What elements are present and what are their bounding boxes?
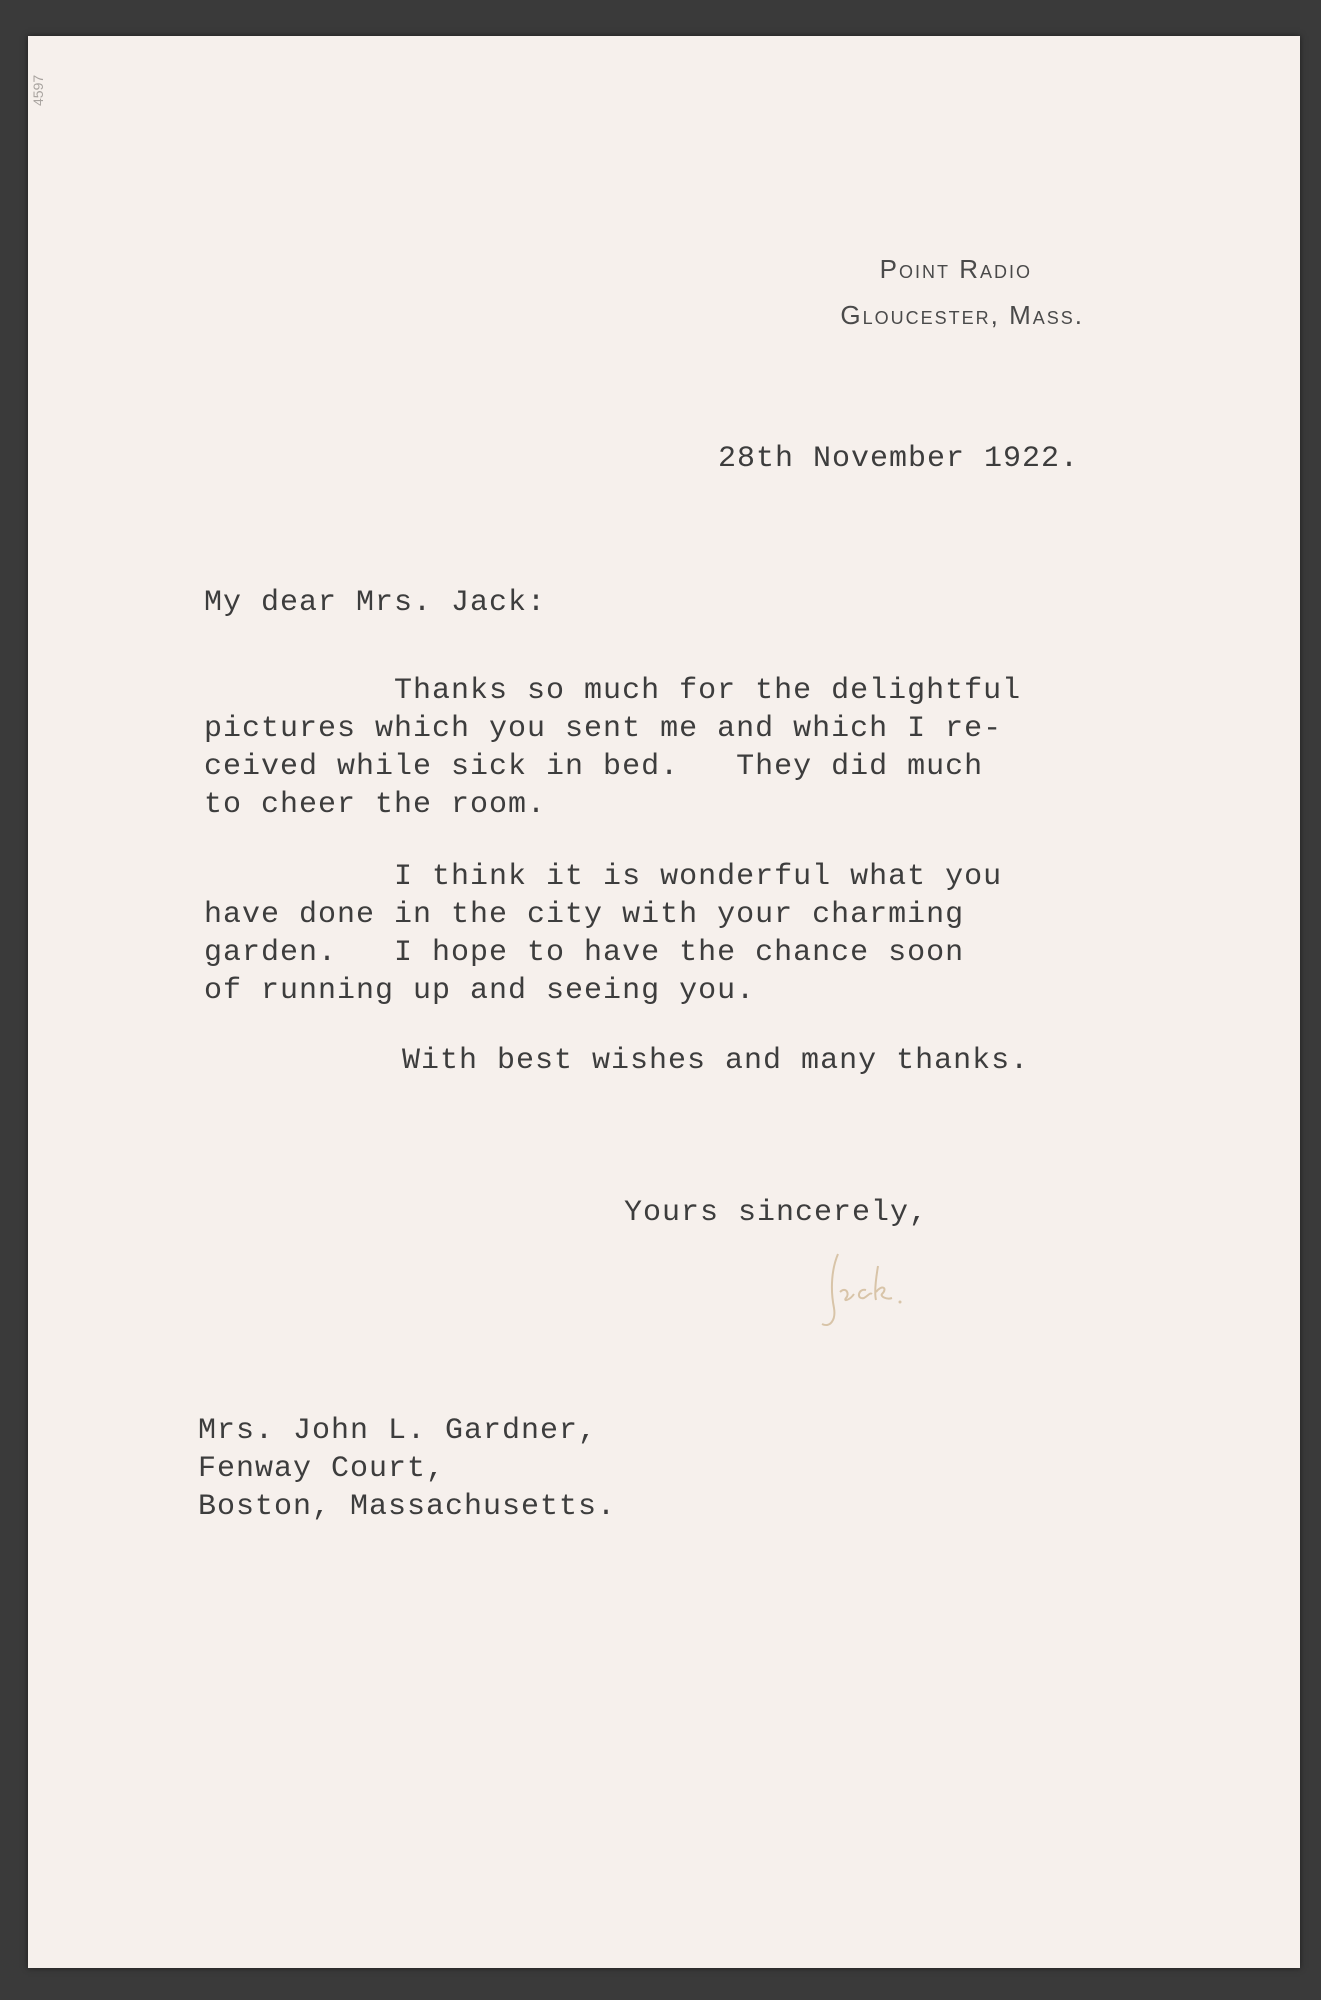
paragraph-line: pictures which you sent me and which I re- bbox=[204, 712, 1003, 746]
address-line: Boston, Massachusetts. bbox=[198, 1490, 617, 1524]
address-line: Fenway Court, bbox=[198, 1452, 446, 1486]
letter-page bbox=[28, 36, 1300, 1968]
address-line: Mrs. John L. Gardner, bbox=[198, 1414, 598, 1448]
paragraph-line: to cheer the room. bbox=[204, 788, 547, 822]
handwritten-signature bbox=[810, 1248, 930, 1338]
paragraph-line: have done in the city with your charming bbox=[204, 898, 965, 932]
signature-graphic bbox=[810, 1248, 930, 1338]
salutation: My dear Mrs. Jack: bbox=[204, 586, 547, 620]
paragraph-line: of running up and seeing you. bbox=[204, 974, 756, 1008]
paragraph-line: ceived while sick in bed. They did much bbox=[204, 750, 984, 784]
paragraph-2 bbox=[204, 858, 1164, 1010]
archival-mark: 4597 bbox=[30, 74, 46, 106]
letterhead-line-1: Point Radio bbox=[879, 254, 1032, 284]
letter-date: 28th November 1922. bbox=[718, 442, 1080, 476]
recipient-address bbox=[198, 1412, 616, 1526]
paragraph-line: Thanks so much for the delightful bbox=[204, 674, 1022, 708]
closing-wishes: With best wishes and many thanks. bbox=[402, 1044, 1030, 1078]
letterhead bbox=[28, 246, 1084, 338]
letterhead-line-2: Gloucester, Mass. bbox=[840, 300, 1084, 330]
paragraph-line: garden. I hope to have the chance soon bbox=[204, 936, 965, 970]
complimentary-close: Yours sincerely, bbox=[624, 1196, 929, 1230]
paragraph-1 bbox=[204, 672, 1164, 824]
paragraph-line: I think it is wonderful what you bbox=[204, 860, 1003, 894]
